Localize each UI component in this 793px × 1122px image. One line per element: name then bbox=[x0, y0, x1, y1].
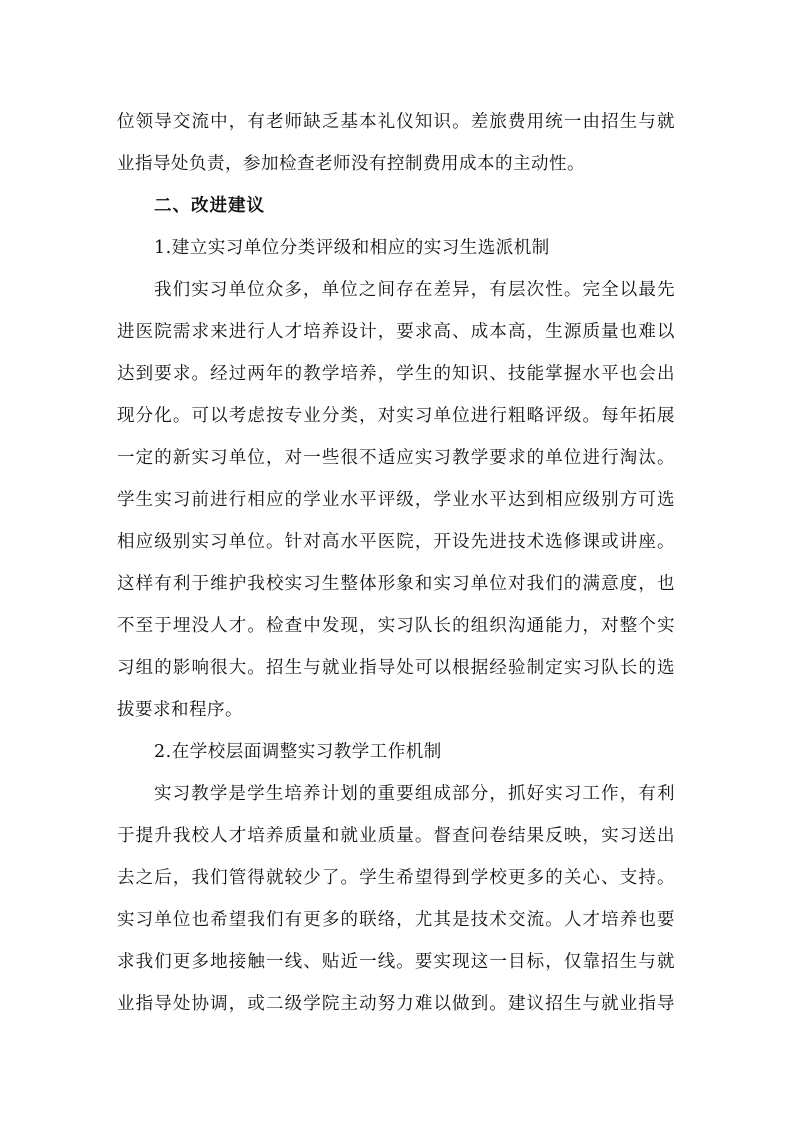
paragraph-line: 学生实习前进行相应的学业水平评级，学业水平达到相应级别方可选 bbox=[117, 490, 675, 510]
document-body bbox=[117, 101, 675, 1025]
paragraph-line: 我们实习单位众多，单位之间存在差异，有层次性。完全以最先 bbox=[154, 280, 675, 300]
paragraph-line: 现分化。可以考虑按专业分类，对实习单位进行粗略评级。每年拓展 bbox=[117, 406, 675, 426]
paragraph-line: 一定的新实习单位，对一些很不适应实习教学要求的单位进行淘汰。 bbox=[117, 448, 675, 468]
paragraph-line: 业指导处负责，参加检查老师没有控制费用成本的主动性。 bbox=[117, 154, 585, 174]
paragraph-line: 业指导处协调，或二级学院主动努力难以做到。建议招生与就业指导 bbox=[117, 994, 675, 1014]
paragraph-line: 于提升我校人才培养质量和就业质量。督查问卷结果反映，实习送出 bbox=[117, 826, 675, 846]
paragraph-line: 去之后，我们管得就较少了。学生希望得到学校更多的关心、支持。 bbox=[117, 868, 675, 888]
paragraph-line: 实习教学是学生培养计划的重要组成部分，抓好实习工作，有利 bbox=[154, 784, 675, 804]
subsection-heading: 2.在学校层面调整实习教学工作机制 bbox=[154, 742, 442, 762]
paragraph-line: 拔要求和程序。 bbox=[117, 700, 243, 720]
paragraph-line: 求我们更多地接触一线、贴近一线。要实现这一目标，仅靠招生与就 bbox=[117, 952, 675, 972]
paragraph-line: 达到要求。经过两年的教学培养，学生的知识、技能掌握水平也会出 bbox=[117, 364, 675, 384]
paragraph-line: 习组的影响很大。招生与就业指导处可以根据经验制定实习队长的选 bbox=[117, 658, 675, 678]
paragraph-line: 相应级别实习单位。针对高水平医院，开设先进技术选修课或讲座。 bbox=[117, 532, 675, 552]
subsection-heading: 1.建立实习单位分类评级和相应的实习生选派机制 bbox=[154, 238, 550, 258]
paragraph-line: 进医院需求来进行人才培养设计，要求高、成本高，生源质量也难以 bbox=[117, 322, 675, 342]
section-heading: 二、改进建议 bbox=[154, 196, 265, 216]
paragraph-line: 这样有利于维护我校实习生整体形象和实习单位对我们的满意度，也 bbox=[117, 574, 675, 594]
paragraph-line: 不至于埋没人才。检查中发现，实习队长的组织沟通能力，对整个实 bbox=[117, 616, 675, 636]
paragraph-line: 实习单位也希望我们有更多的联络，尤其是技术交流。人才培养也要 bbox=[117, 910, 675, 930]
paragraph-line: 位领导交流中，有老师缺乏基本礼仪知识。差旅费用统一由招生与就 bbox=[117, 112, 675, 132]
